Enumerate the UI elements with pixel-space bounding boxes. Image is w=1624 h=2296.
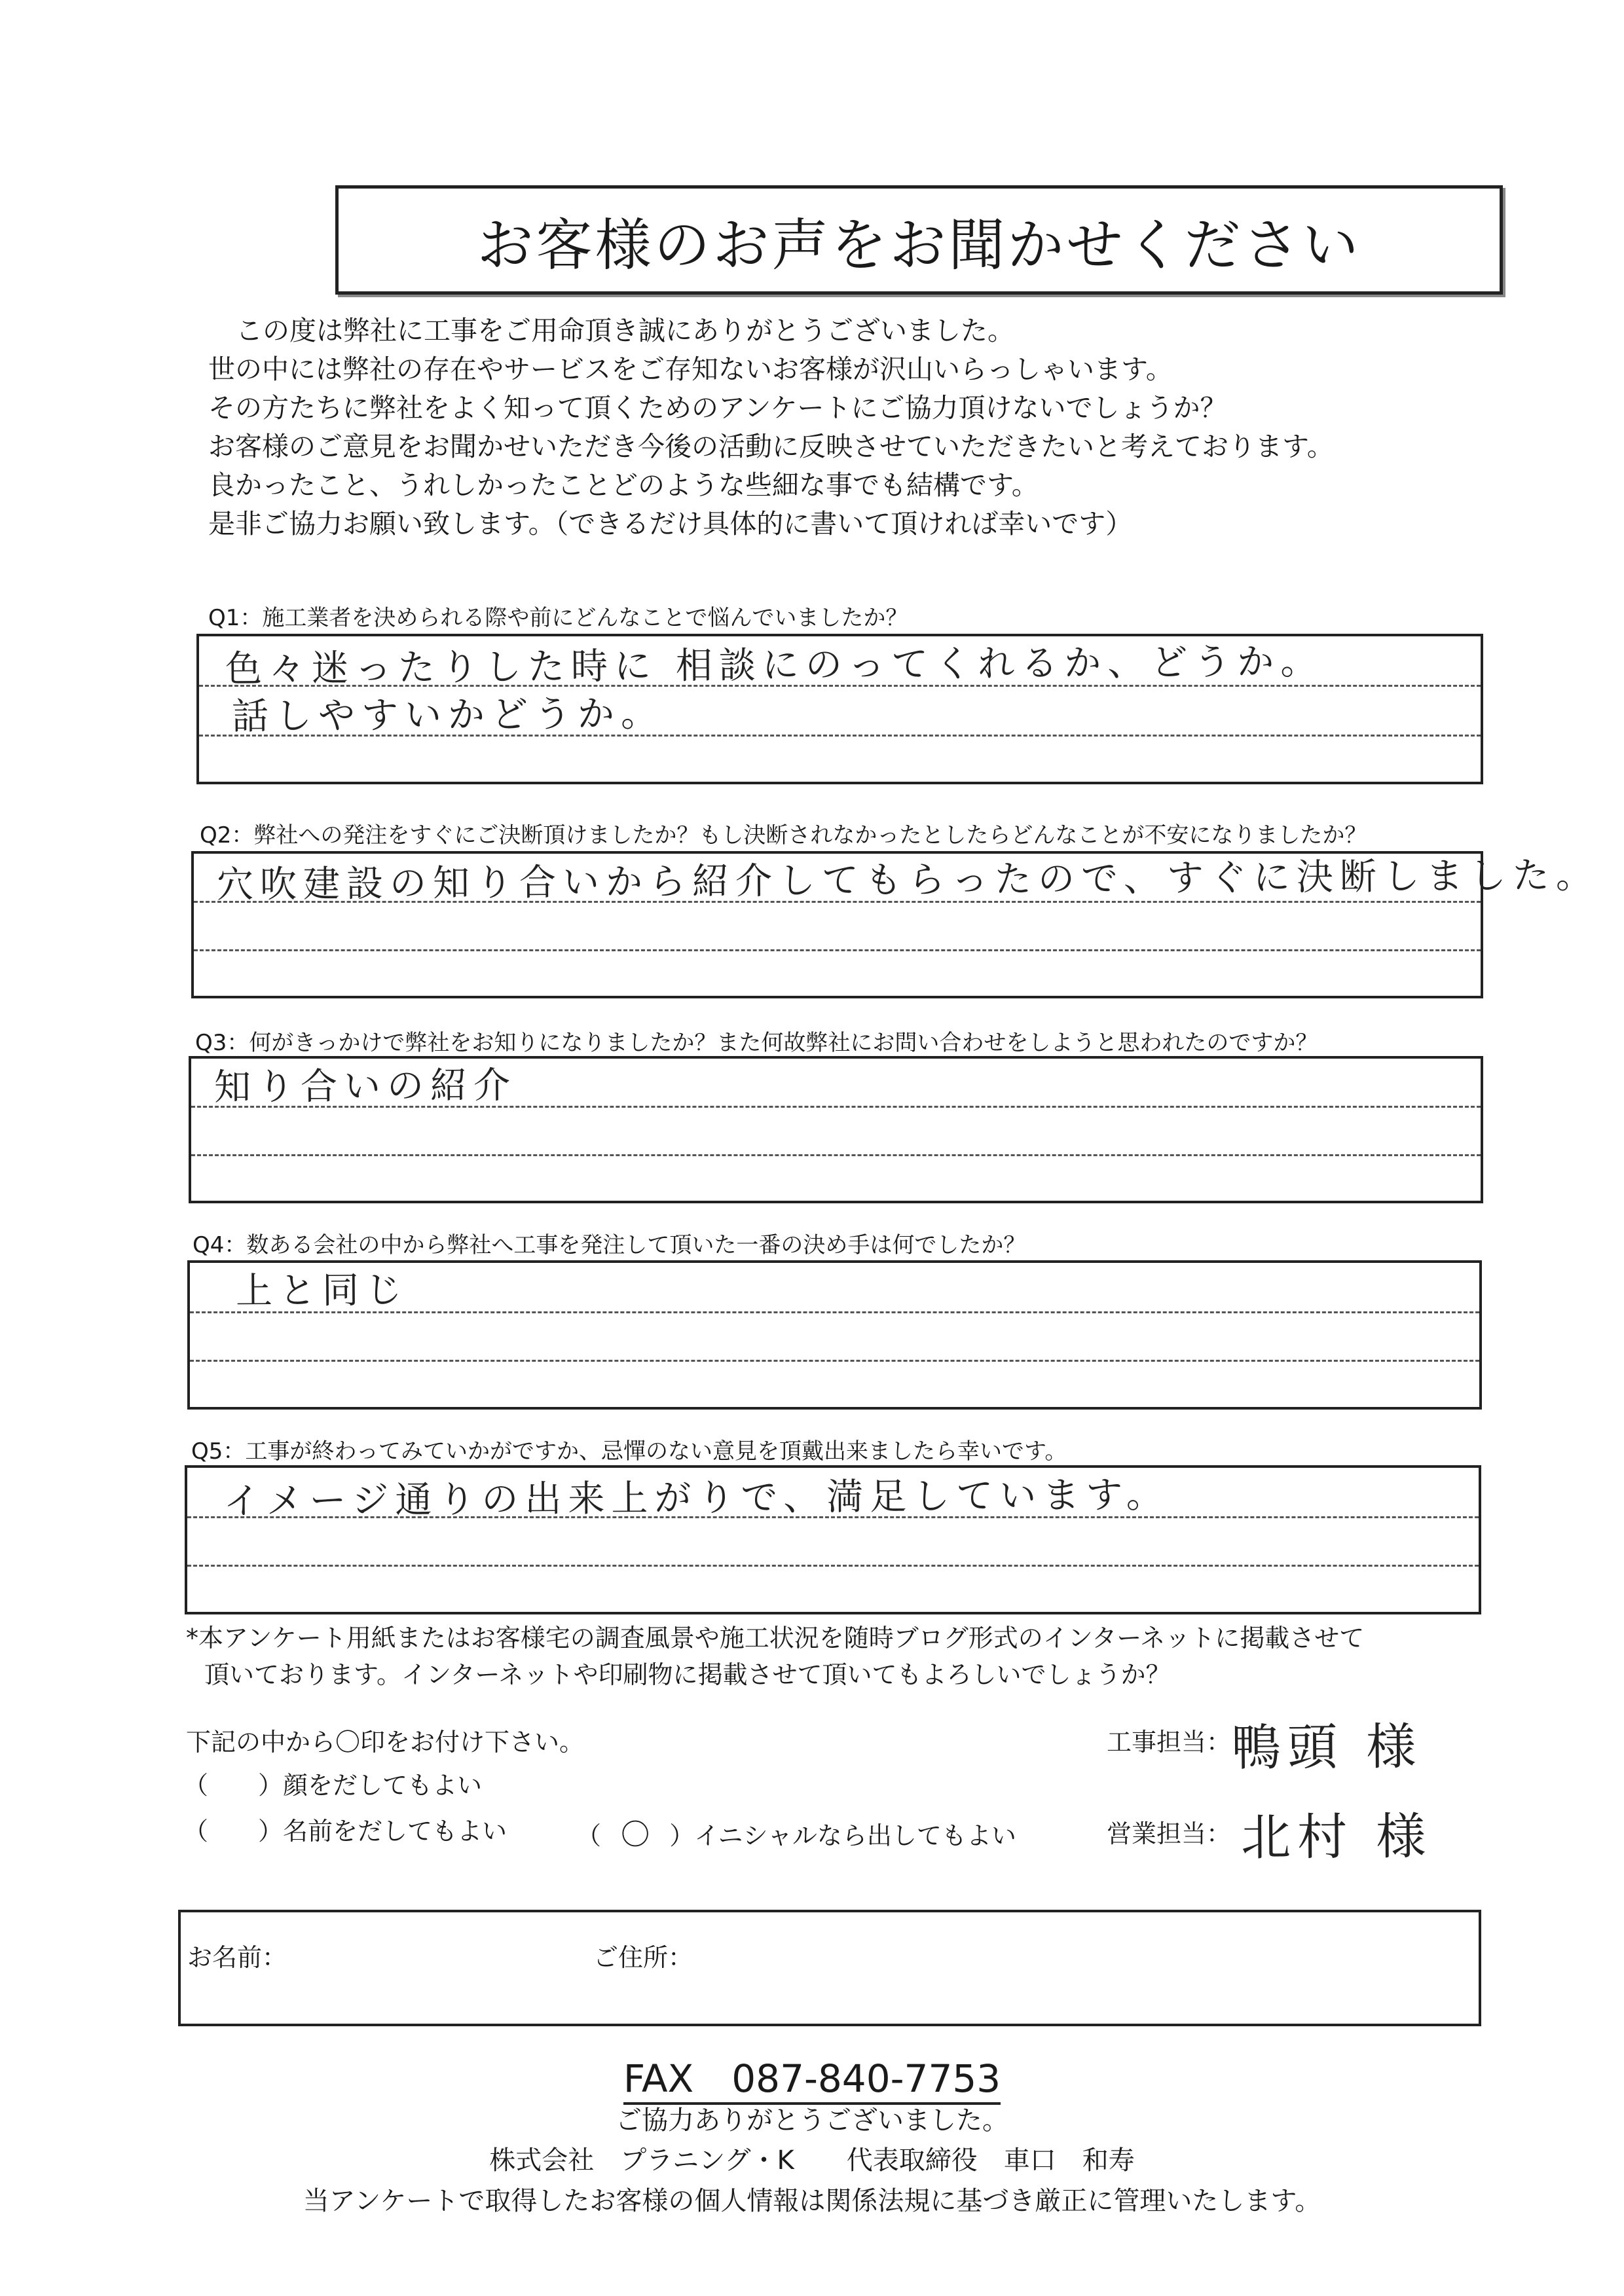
- publication-notice: [186, 1620, 1364, 1693]
- selected-mark: 〇: [621, 1818, 650, 1851]
- q5-answer-line-1: イメージ通りの出来上がりで、満足しています。: [223, 1473, 1170, 1523]
- intro-line: 世の中には弊社の存在やサービスをご存知ないお客様が沢山いらっしゃいます。: [208, 354, 1173, 385]
- construction-staff-label: 工事担当：: [1107, 1728, 1232, 1757]
- option-name[interactable]: （ ）名前をだしてもよい: [183, 1817, 507, 1846]
- ruled-line: [190, 1360, 1479, 1362]
- company-info: 株式会社 プラニング・K 代表取締役 車口 和寿: [489, 2145, 1135, 2176]
- q1-answer-line-1: 色々迷ったりした時に 相談にのってくれるか、どうか。: [225, 640, 1324, 691]
- name-field[interactable]: [312, 1925, 587, 1971]
- fax-number: [0, 2048, 1624, 2103]
- q5-answer-box[interactable]: [185, 1465, 1481, 1614]
- q2-label: Q2：弊社への発注をすぐにご決断頂けましたか？もし決断されなかったとしたらどんなことが不安になりましたか？: [200, 822, 1367, 848]
- intro-line: この度は弊社に工事をご用命頂き誠にありがとうございました。: [236, 315, 1014, 346]
- option-face[interactable]: （ ）顔をだしてもよい: [183, 1771, 483, 1800]
- q5-label: Q5：工事が終わってみていかがですか、忌憚のない意見を頂戴出来ましたら幸いです。: [191, 1438, 1067, 1465]
- intro-text: [208, 312, 1452, 543]
- ruled-line: [194, 949, 1481, 951]
- q3-label: Q3：何がきっかけで弊社をお知りになりましたか？また何故弊社にお問い合わせをしようと思われたのですか？: [195, 1030, 1318, 1056]
- name-label: お名前：: [187, 1943, 287, 1972]
- page-title: お客様のお声をお聞かせください: [335, 185, 1503, 295]
- option-bracket: （: [576, 1821, 602, 1850]
- q4-label: Q4：数ある会社の中から弊社へ工事を発注して頂いた一番の決め手は何でしたか？: [193, 1232, 1026, 1258]
- q3-answer-line-1: 知り合いの紹介: [213, 1064, 517, 1109]
- construction-staff-name: 鴨頭 様: [1230, 1717, 1423, 1777]
- intro-line: その方たちに弊社をよく知って頂くためのアンケートにご協力頂けないでしょうか？: [208, 392, 1227, 424]
- thanks-text: ご協力ありがとうございました。: [616, 2105, 1008, 2136]
- q1-answer-box[interactable]: [196, 634, 1483, 784]
- notice-line: 頂いております。インターネットや印刷物に掲載させて頂いてもよろしいでしょうか？: [204, 1660, 1171, 1689]
- q2-answer-box[interactable]: [191, 851, 1600, 998]
- address-field[interactable]: [705, 1925, 1458, 2011]
- intro-line: お客様のご意見をお聞かせいただき今後の活動に反映させていただきたいと考えております。: [208, 431, 1334, 462]
- q1-label: Q1：施工業者を決められる際や前にどんなことで悩んでいましたか？: [208, 605, 908, 631]
- ruled-line: [191, 1154, 1481, 1156]
- sales-staff-label: 営業担当：: [1107, 1819, 1232, 1848]
- address-label: ご住所：: [593, 1943, 693, 1972]
- q3-answer-box[interactable]: [189, 1056, 1483, 1203]
- privacy-notice: 当アンケートで取得したお客様の個人情報は関係法規に基づき厳正に管理いたします。: [303, 2186, 1321, 2216]
- option-label: ）イニシャルなら出してもよい: [669, 1821, 1016, 1850]
- contact-box: [178, 1910, 1481, 2026]
- sales-staff-name: 北村 様: [1240, 1806, 1433, 1867]
- option-initial[interactable]: [576, 1811, 1016, 1853]
- intro-line: 是非ご協力お願い致します。（できるだけ具体的に書いて頂ければ幸いです）: [208, 508, 1133, 539]
- q1-answer-line-2: 話しやすいかどうか。: [231, 692, 665, 738]
- q4-answer-line-1: 上と同じ: [235, 1269, 409, 1313]
- fax-text: FAX 087-840-7753: [623, 2056, 1001, 2105]
- notice-line: *本アンケート用紙またはお客様宅の調査風景や施工状況を随時ブログ形式のインターネットに掲載させて: [186, 1624, 1365, 1652]
- q2-answer-line-1: 穴吹建設の知り合いから紹介してもらったので、すぐに決断しました。: [216, 854, 1600, 907]
- q4-answer-box[interactable]: [187, 1260, 1482, 1410]
- ruled-line: [187, 1565, 1479, 1567]
- intro-line: 良かったこと、うれしかったことどのような些細な事でも結構です。: [208, 469, 1039, 501]
- options-instruction: 下記の中から〇印をお付け下さい。: [186, 1728, 585, 1757]
